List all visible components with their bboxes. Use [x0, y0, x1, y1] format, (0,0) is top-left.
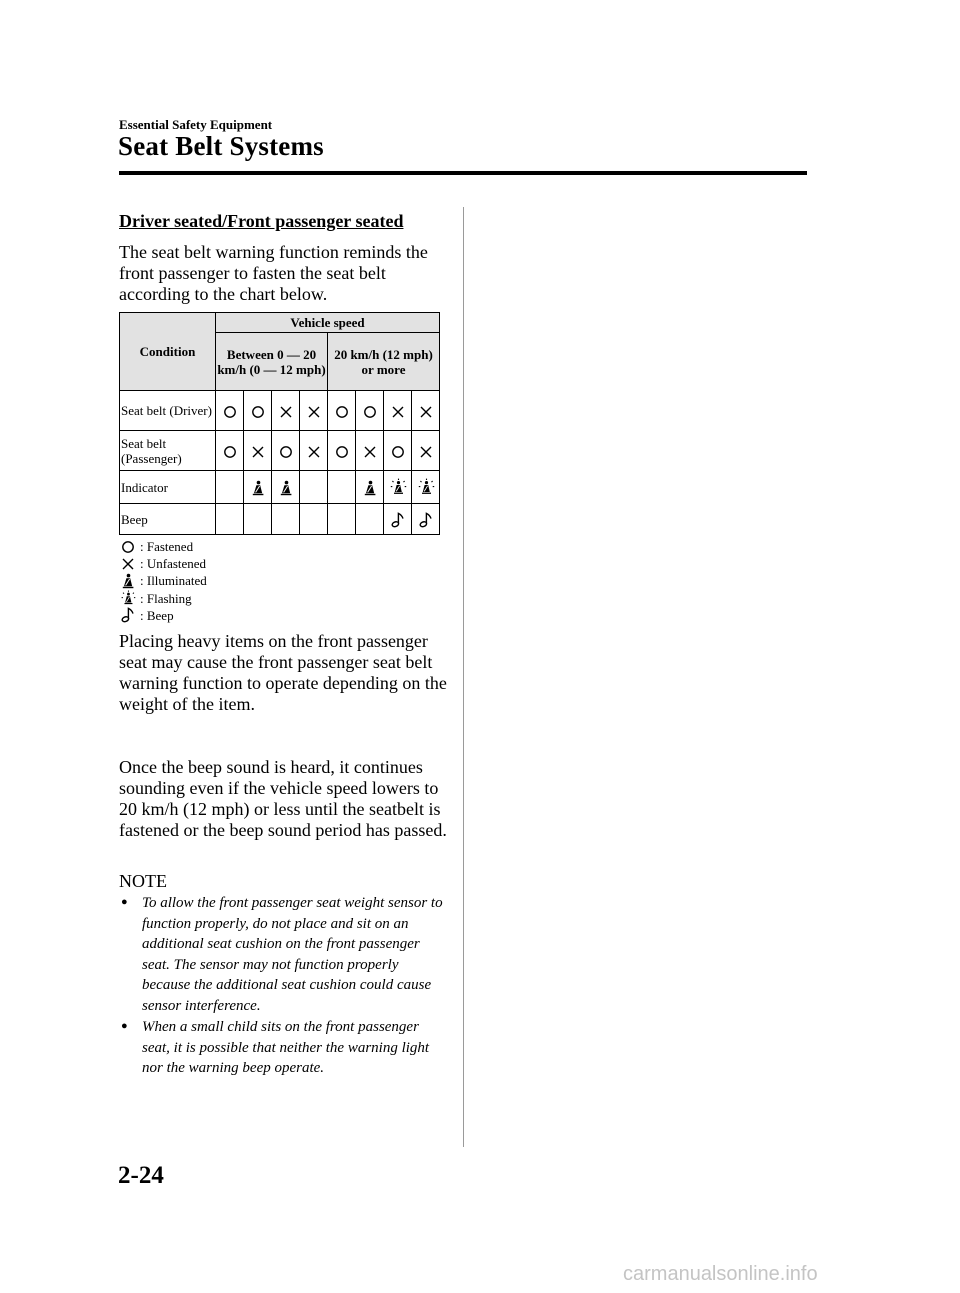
fastened-icon [279, 445, 293, 459]
chart-cell [328, 504, 356, 535]
chart-cell [216, 391, 244, 431]
unfastened-icon [363, 445, 377, 459]
legend-icon [120, 557, 136, 571]
fastened-icon [223, 405, 237, 419]
legend-item [120, 538, 207, 555]
legend-item [120, 572, 207, 589]
chart-cell [384, 504, 412, 535]
row-label: Seat belt (Passenger) [120, 431, 216, 471]
watermark: carmanualsonline.info [623, 1263, 818, 1285]
fastened-icon [335, 445, 349, 459]
page-number: 2-24 [118, 1162, 164, 1189]
note-item: ● When a small child sits on the front passenger seat, it is possible that neither the warning light nor the warning beep operate. [119, 1017, 444, 1079]
subheading: Driver seated/Front passenger seated [119, 211, 404, 231]
unfastened-icon [279, 405, 293, 419]
chart-cell [272, 471, 300, 504]
unfastened-icon [121, 557, 135, 571]
illuminated-icon [121, 573, 135, 589]
legend-item [120, 607, 207, 624]
unfastened-icon [251, 445, 265, 459]
chart-row-passenger [120, 431, 440, 471]
chart-cell [412, 471, 440, 504]
note-label: NOTE [119, 871, 167, 891]
unfastened-icon [307, 445, 321, 459]
chart-cell [328, 471, 356, 504]
legend-icon [120, 573, 136, 589]
page-title: Seat Belt Systems [118, 131, 324, 161]
beep-icon [391, 512, 405, 528]
chart-cell [384, 471, 412, 504]
title-rule [119, 171, 807, 175]
chart-cell [300, 431, 328, 471]
illuminated-icon [251, 480, 265, 496]
chart-row-indicator [120, 471, 440, 504]
fastened-icon [251, 405, 265, 419]
row-label: Indicator [120, 471, 216, 504]
fastened-icon [223, 445, 237, 459]
chart-cell [300, 504, 328, 535]
chart-cell [216, 431, 244, 471]
vehicle-speed-header: Vehicle speed [216, 313, 440, 333]
legend-item [120, 555, 207, 572]
speed-low-header: Between 0 — 20 km/h (0 — 12 mph) [216, 333, 328, 391]
chart-cell [244, 471, 272, 504]
unfastened-icon [391, 405, 405, 419]
fastened-icon [121, 540, 135, 554]
chart-legend [120, 538, 207, 624]
chart-cell [300, 391, 328, 431]
unfastened-icon [307, 405, 321, 419]
illuminated-icon [363, 480, 377, 496]
chart-cell [356, 504, 384, 535]
chart-cell [216, 471, 244, 504]
unfastened-icon [419, 405, 433, 419]
chart-cell [356, 431, 384, 471]
flashing-icon [120, 589, 136, 607]
chart-cell [412, 504, 440, 535]
illuminated-icon [279, 480, 293, 496]
chart-cell [356, 471, 384, 504]
speed-high-header: 20 km/h (12 mph) or more [328, 333, 440, 391]
chart-cell [244, 431, 272, 471]
condition-header: Condition [120, 313, 216, 391]
fastened-icon [391, 445, 405, 459]
beep-icon [121, 607, 135, 623]
fastened-icon [335, 405, 349, 419]
chart-cell [300, 471, 328, 504]
chart-cell [216, 504, 244, 535]
flashing-icon [417, 478, 435, 496]
column-divider [463, 207, 464, 1147]
legend-text: : Illuminated [140, 573, 207, 589]
chart-cell [412, 431, 440, 471]
beep-paragraph: Once the beep sound is heard, it continues sounding even if the vehicle speed lowers to 20 km/h (12 mph) or less until the seatbelt is fastened or the beep sound period has passed. [119, 757, 447, 840]
chart-row-beep [120, 504, 440, 535]
note-list [119, 893, 444, 1080]
chart-cell [272, 391, 300, 431]
chart-cell [244, 391, 272, 431]
intro-paragraph: The seat belt warning function reminds the front passenger to fasten the seat belt according to the chart below. [119, 242, 428, 304]
fastened-icon [363, 405, 377, 419]
section-label: Essential Safety Equipment [119, 117, 273, 132]
row-label: Beep [120, 504, 216, 535]
legend-icon [120, 607, 136, 623]
legend-text: : Fastened [140, 539, 194, 554]
heavy-items-paragraph: Placing heavy items on the front passenger seat may cause the front passenger seat belt warning function to operate depending on the weight of the item. [119, 631, 447, 714]
chart-cell [412, 391, 440, 431]
beep-icon [419, 512, 433, 528]
chart-cell [244, 504, 272, 535]
chart-cell [384, 431, 412, 471]
legend-text: : Beep [140, 607, 174, 623]
note-item: ● To allow the front passenger seat weight sensor to function properly, do not place and sit on an additional seat cushion on the front passenger seat. The sensor may not function properly because the additional seat cushion could cause sensor interference. [119, 893, 444, 1016]
legend-text: : Unfastened [140, 556, 207, 572]
chart-cell [272, 431, 300, 471]
legend-item [120, 590, 207, 607]
chart-cell [384, 391, 412, 431]
chart-cell [328, 431, 356, 471]
flashing-icon [389, 478, 407, 496]
legend-text: : Flashing [140, 590, 192, 606]
unfastened-icon [419, 445, 433, 459]
seat-belt-warning-chart [119, 312, 440, 535]
chart-cell [328, 391, 356, 431]
row-label: Seat belt (Driver) [120, 391, 216, 431]
chart-cell [272, 504, 300, 535]
chart-row-driver [120, 391, 440, 431]
chart-cell [356, 391, 384, 431]
legend-icon [120, 589, 136, 607]
legend-icon [120, 540, 136, 554]
